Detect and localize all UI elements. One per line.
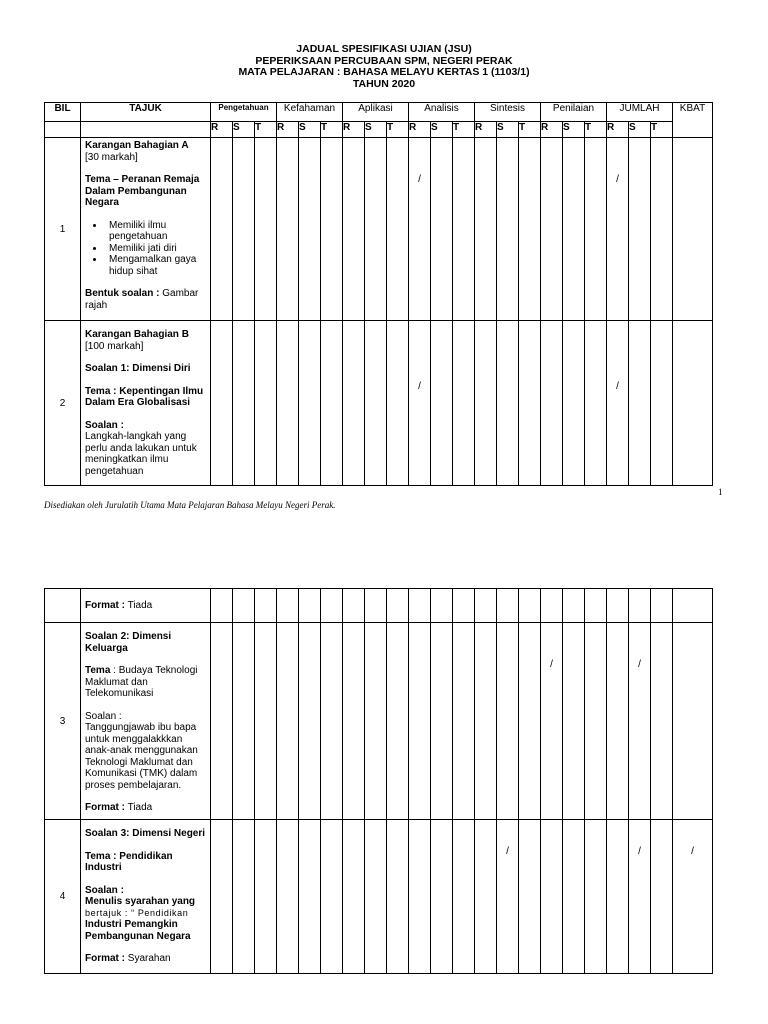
col-header-pengetahuan: Pengetahuan [211,103,277,122]
row-tajuk [81,589,211,623]
subheader-r: R [541,122,563,138]
format-value: Syarahan [125,953,171,964]
subheader-t: T [651,122,673,138]
col-header-penilaian: Penilaian [541,103,607,122]
mark-kbat: / [691,846,694,857]
format-label: Format : [85,802,125,813]
row-marks: [30 markah] [85,151,138,163]
subheader-s: S [233,122,255,138]
table-row [45,138,713,321]
subheader-s: S [497,122,519,138]
subheader-t: T [387,122,409,138]
row-tema: Tema : Kepentingan Ilmu Dalam Era Globalisasi [85,385,204,408]
subheader-t: T [519,122,541,138]
subheader-t: T [453,122,475,138]
list-item: • Memiliki ilmu pengetahuan [105,220,206,243]
subheader-r: R [475,122,497,138]
format-label: Format : [85,599,125,611]
soalan-text-bold: Menulis syarahan yang [85,896,196,907]
row-tema: Tema : Pendidikan Industri [85,850,173,873]
row-marks: [100 markah] [85,340,144,352]
row-tema: Tema – Peranan Remaja Dalam Pembangunan Negara [85,174,200,208]
subheader-s: S [629,122,651,138]
col-header-sintesis: Sintesis [475,103,541,122]
list-item: • Memiliki jati diri [105,243,206,255]
subheader-r: R [409,122,431,138]
subheader-s: S [431,122,453,138]
jsu-table-page-1 [44,102,713,486]
subheader-t: T [321,122,343,138]
col-header-kbat: KBAT [673,103,713,138]
subheader-r: R [277,122,299,138]
jsu-table-page-2 [44,588,713,974]
soalan-text-bold: Industri Pemangkin Pembangunan Negara [85,919,191,942]
row-bil: 1 [45,138,81,321]
col-header-analisis: Analisis [409,103,475,122]
mark-analisis-r: / [418,174,421,185]
row-tajuk [81,321,211,486]
bentuk-value: Gambar rajah [85,288,199,311]
soalan-label: Soalan : [85,419,124,431]
soalan-text: Langkah-langkah yang perlu anda lakukan untuk meningkatkan ilmu pengetahuan [85,431,197,477]
row-bil: 2 [45,321,81,486]
header-subject: MATA PELAJARAN : BAHASA MELAYU KERTAS 1 (1103/1) [238,66,530,78]
col-header-jumlah: JUMLAH [607,103,673,122]
col-header-kefahaman: Kefahaman [277,103,343,122]
col-header-tajuk: TAJUK [81,103,211,122]
row-soalan-title: Soalan 1: Dimensi Diri [85,363,191,374]
subheader-t: T [585,122,607,138]
row-soalan-title: Soalan 3: Dimensi Negeri [85,828,206,839]
row-bil: 3 [45,623,81,820]
format-value: Tiada [125,802,153,813]
soalan-text: bertajuk : “ Pendidikan [85,907,189,918]
mark-jumlah-r: / [616,381,619,392]
header-year: TAHUN 2020 [352,77,416,90]
subheader-blank [45,122,81,138]
row-title: Karangan Bahagian B [85,329,189,340]
row-tajuk [81,820,211,974]
document-header [0,44,768,90]
row-tajuk [81,138,211,321]
tema-bullet-list [85,220,206,278]
table-row [45,321,713,486]
list-item: • Mengamalkan gaya hidup sihat [105,254,206,277]
subheader-r: R [211,122,233,138]
mark-jumlah-s: / [638,659,641,670]
subheader-r: R [343,122,365,138]
subheader-s: S [299,122,321,138]
row-bil: 4 [45,820,81,974]
table-subheader-row [45,122,713,138]
soalan-text: Tanggungjawab ibu bapa untuk menggalakkkan anak-anak menggunakan Teknologi Maklumat dan Komunikasi (TMK) dalam proses pembelajaran. [85,722,198,791]
table-row [45,623,713,820]
footer-note: Disediakan oleh Jurulatih Utama Mata Pelajaran Bahasa Melayu Negeri Perak. [44,500,336,510]
row-soalan-title: Soalan 2: Dimensi Keluarga [85,631,172,654]
row-tajuk [81,623,211,820]
format-value: Tiada [125,599,153,611]
page-number: 1 [718,487,723,497]
table-header-row [45,103,713,122]
bentuk-label: Bentuk soalan : [85,288,160,299]
soalan-label: Soalan : [85,884,124,896]
col-header-bil: BIL [45,103,81,122]
header-title: JADUAL SPESIFIKASI UJIAN (JSU) [296,43,472,55]
row-title: Karangan Bahagian A [85,140,189,151]
header-exam: PEPERIKSAAN PERCUBAAN SPM, NEGERI PERAK [255,54,513,67]
format-label: Format : [85,953,125,964]
subheader-r: R [607,122,629,138]
subheader-s: S [563,122,585,138]
tema-label: Tema [85,665,111,676]
subheader-blank [81,122,211,138]
table-row [45,589,713,623]
subheader-t: T [255,122,277,138]
tema-value: : Budaya Teknologi Maklumat dan Telekomunikasi [85,665,198,699]
mark-analisis-r: / [418,381,421,392]
mark-sintesis-s: / [506,846,509,857]
table-row [45,820,713,974]
mark-jumlah-r: / [616,174,619,185]
col-header-aplikasi: Aplikasi [343,103,409,122]
soalan-label: Soalan : [85,710,122,722]
mark-jumlah-s: / [638,846,641,857]
mark-penilaian-s: / [550,659,553,670]
subheader-s: S [365,122,387,138]
